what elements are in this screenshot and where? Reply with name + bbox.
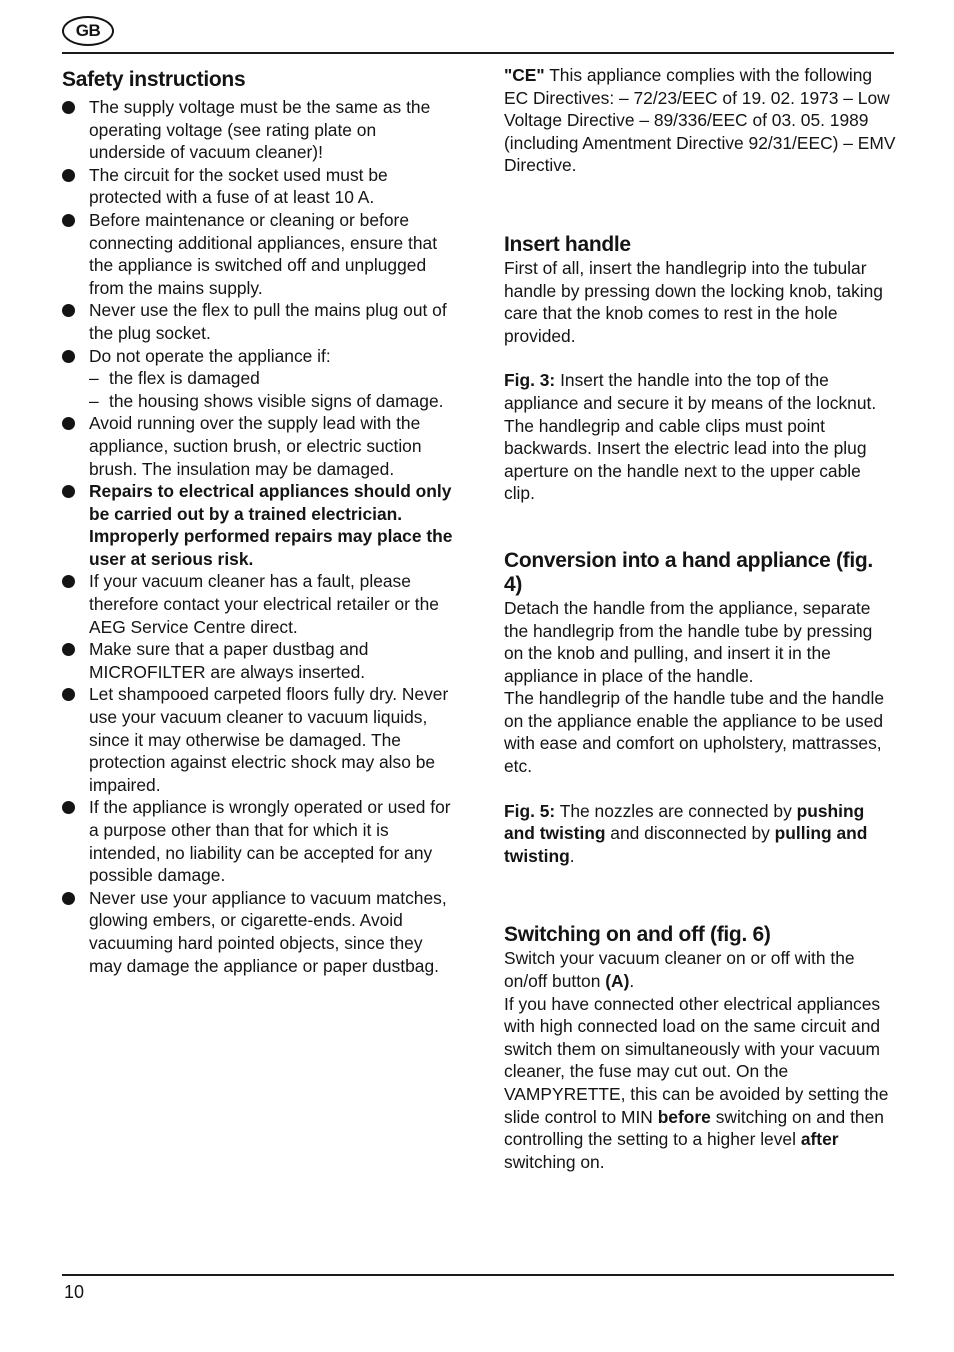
safety-item: The supply voltage must be the same as the operating voltage (see rating plate on underside of vacuum cleaner)!	[62, 96, 456, 164]
sub-item: – the housing shows visible signs of damage.	[89, 390, 444, 411]
safety-item: If the appliance is wrongly operated or used for a purpose other than that for which it is intended, no liability can be accepted for any possible damage.	[62, 796, 456, 886]
sub-item: – the flex is damaged	[89, 368, 260, 389]
conversion-text-2: The handlegrip of the handle tube and the handle on the appliance enable the appliance to be used with ease and comfort on upholstery, mattrasses, etc.	[504, 688, 885, 777]
insert-handle-heading: Insert handle	[504, 232, 631, 256]
safety-item: Avoid running over the supply lead with the appliance, suction brush, or electric suction brush. The insulation may be damaged.	[62, 412, 456, 480]
page-number: 10	[64, 1282, 85, 1302]
bullet-icon	[62, 892, 75, 905]
switching-text-1: Switch your vacuum cleaner on or off with the on/off button (A).	[504, 948, 855, 992]
right-column	[504, 64, 896, 1173]
bullet-icon	[62, 485, 75, 498]
bullet-icon	[62, 101, 75, 114]
left-column	[62, 64, 456, 977]
safety-item: The circuit for the socket used must be protected with a fuse of at least 10 A.	[62, 164, 456, 209]
ce-paragraph: "CE" This appliance complies with the following EC Directives: – 72/23/EEC of 19. 02. 1973 – Low Voltage Directive – 89/336/EEC of 03. 05. 1989 (including Amentment Directive 92/31/EEC) – EMV Directive.	[504, 65, 896, 176]
safety-item: If your vacuum cleaner has a fault, please therefore contact your electrical retailer or the AEG Service Centre direct.	[62, 570, 456, 638]
safety-item: Never use the flex to pull the mains plug out of the plug socket.	[62, 299, 456, 344]
safety-item: Before maintenance or cleaning or before connecting additional appliances, ensure that the appliance is switched off and unplugged from the mains supply.	[62, 209, 456, 299]
bullet-icon	[62, 350, 75, 363]
footer-rule	[62, 1274, 894, 1276]
bullet-icon	[62, 575, 75, 588]
switching-text-2: If you have connected other electrical appliances with high connected load on the same circuit and switch them on simultaneously with your vacuum cleaner, the fuse may cut out. On the VAMPYRETTE, this can be avoided by setting the slide control to MIN before switching on and then controlling the setting to a higher level after switching on.	[504, 993, 889, 1172]
bullet-icon	[62, 214, 75, 227]
safety-item: Do not operate the appliance if: – the flex is damaged – the housing shows visible signs of damage.	[62, 345, 456, 413]
bullet-icon	[62, 688, 75, 701]
bullet-icon	[62, 304, 75, 317]
bullet-icon	[62, 643, 75, 656]
switching-heading: Switching on and off (fig. 6)	[504, 923, 771, 947]
safety-item: Never use your appliance to vacuum matches, glowing embers, or cigarette-ends. Avoid vacuuming hard pointed objects, since they may damage the appliance or paper dustbag.	[62, 887, 456, 977]
sub-list	[89, 367, 456, 412]
insert-handle-text: First of all, insert the handlegrip into the tubular handle by pressing down the locking knob, taking care that the knob comes to rest in the hole provided.	[504, 257, 883, 346]
safety-item-warning: Repairs to electrical appliances should only be carried out by a trained electrician. Improperly performed repairs may place the user at serious risk.	[62, 480, 456, 570]
conversion-text-1: Detach the handle from the appliance, separate the handlegrip from the handle tube by pressing on the knob and pulling, and insert it in the appliance in place of the handle.	[504, 597, 873, 686]
fig5-paragraph: Fig. 5: The nozzles are connected by pushing and twisting and disconnected by pulling and twisting.	[504, 800, 868, 866]
safety-instructions-heading: Safety instructions	[62, 68, 246, 91]
country-badge-gb: GB	[62, 16, 114, 46]
conversion-heading: Conversion into a hand appliance (fig. 4)	[504, 548, 873, 596]
fig3-paragraph: Fig. 3: Insert the handle into the top of the appliance and secure it by means of the locknut. The handlegrip and cable clips must point backwards. Insert the electric lead into the plug aperture on the handle next to the upper cable clip.	[504, 370, 877, 504]
bullet-icon	[62, 169, 75, 182]
safety-item: Let shampooed carpeted floors fully dry. Never use your vacuum cleaner to vacuum liquids, since it may otherwise be damaged. The protection against electric shock may also be impaired.	[62, 683, 456, 796]
bullet-icon	[62, 417, 75, 430]
safety-item: Make sure that a paper dustbag and MICROFILTER are always inserted.	[62, 638, 456, 683]
bullet-icon	[62, 801, 75, 814]
header-rule	[62, 52, 894, 54]
safety-list	[62, 96, 456, 977]
